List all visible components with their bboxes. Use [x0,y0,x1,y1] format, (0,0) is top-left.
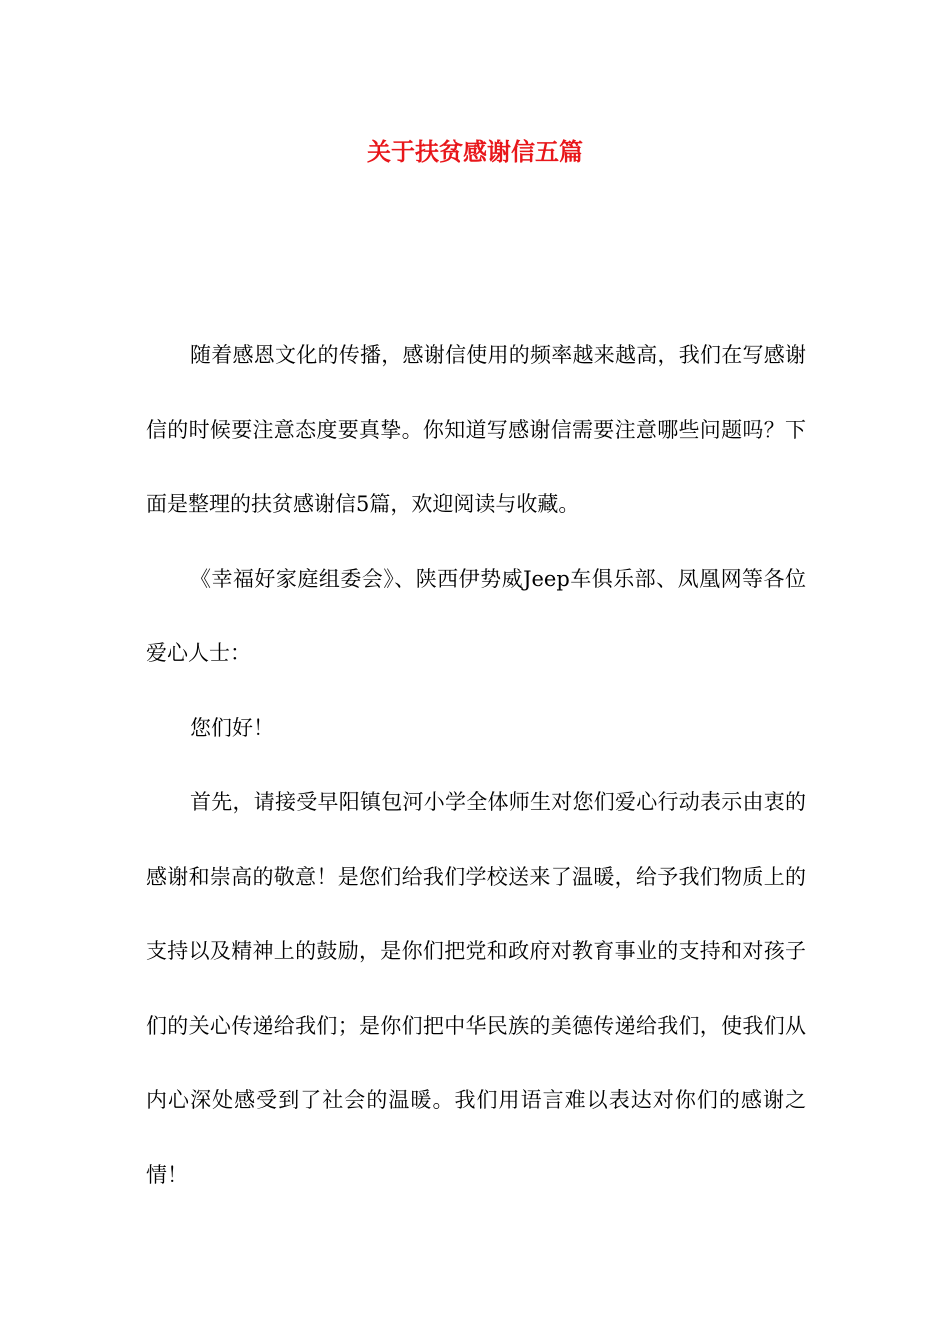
thanks-paragraph: 首先，请接受早阳镇包河小学全体师生对您们爱心行动表示由衷的感谢和崇高的敬意！是您们给我们学校送来了温暖，给予我们物质上的支持以及精神上的鼓励，是你们把党和政府对教育事业的支持和对孩子们的关心传递给我们；是你们把中华民族的美德传递给我们，使我们从内心深处感受到了社会的温暖。我们用语言难以表达对你们的感谢之情！ [146,790,806,1187]
salutation-paragraph: 《幸福好家庭组委会》、陕西伊势威Jeep车俱乐部、凤凰网等各位爱心人士： [146,566,806,665]
document-title: 关于扶贫感谢信五篇 [367,137,583,166]
intro-paragraph: 随着感恩文化的传播，感谢信使用的频率越来越高，我们在写感谢信的时候要注意态度要真挚。你知道写感谢信需要注意哪些问题吗？下面是整理的扶贫感谢信5篇，欢迎阅读与收藏。 [146,343,806,516]
document-body [146,318,806,1212]
greeting-paragraph: 您们好！ [190,715,274,740]
